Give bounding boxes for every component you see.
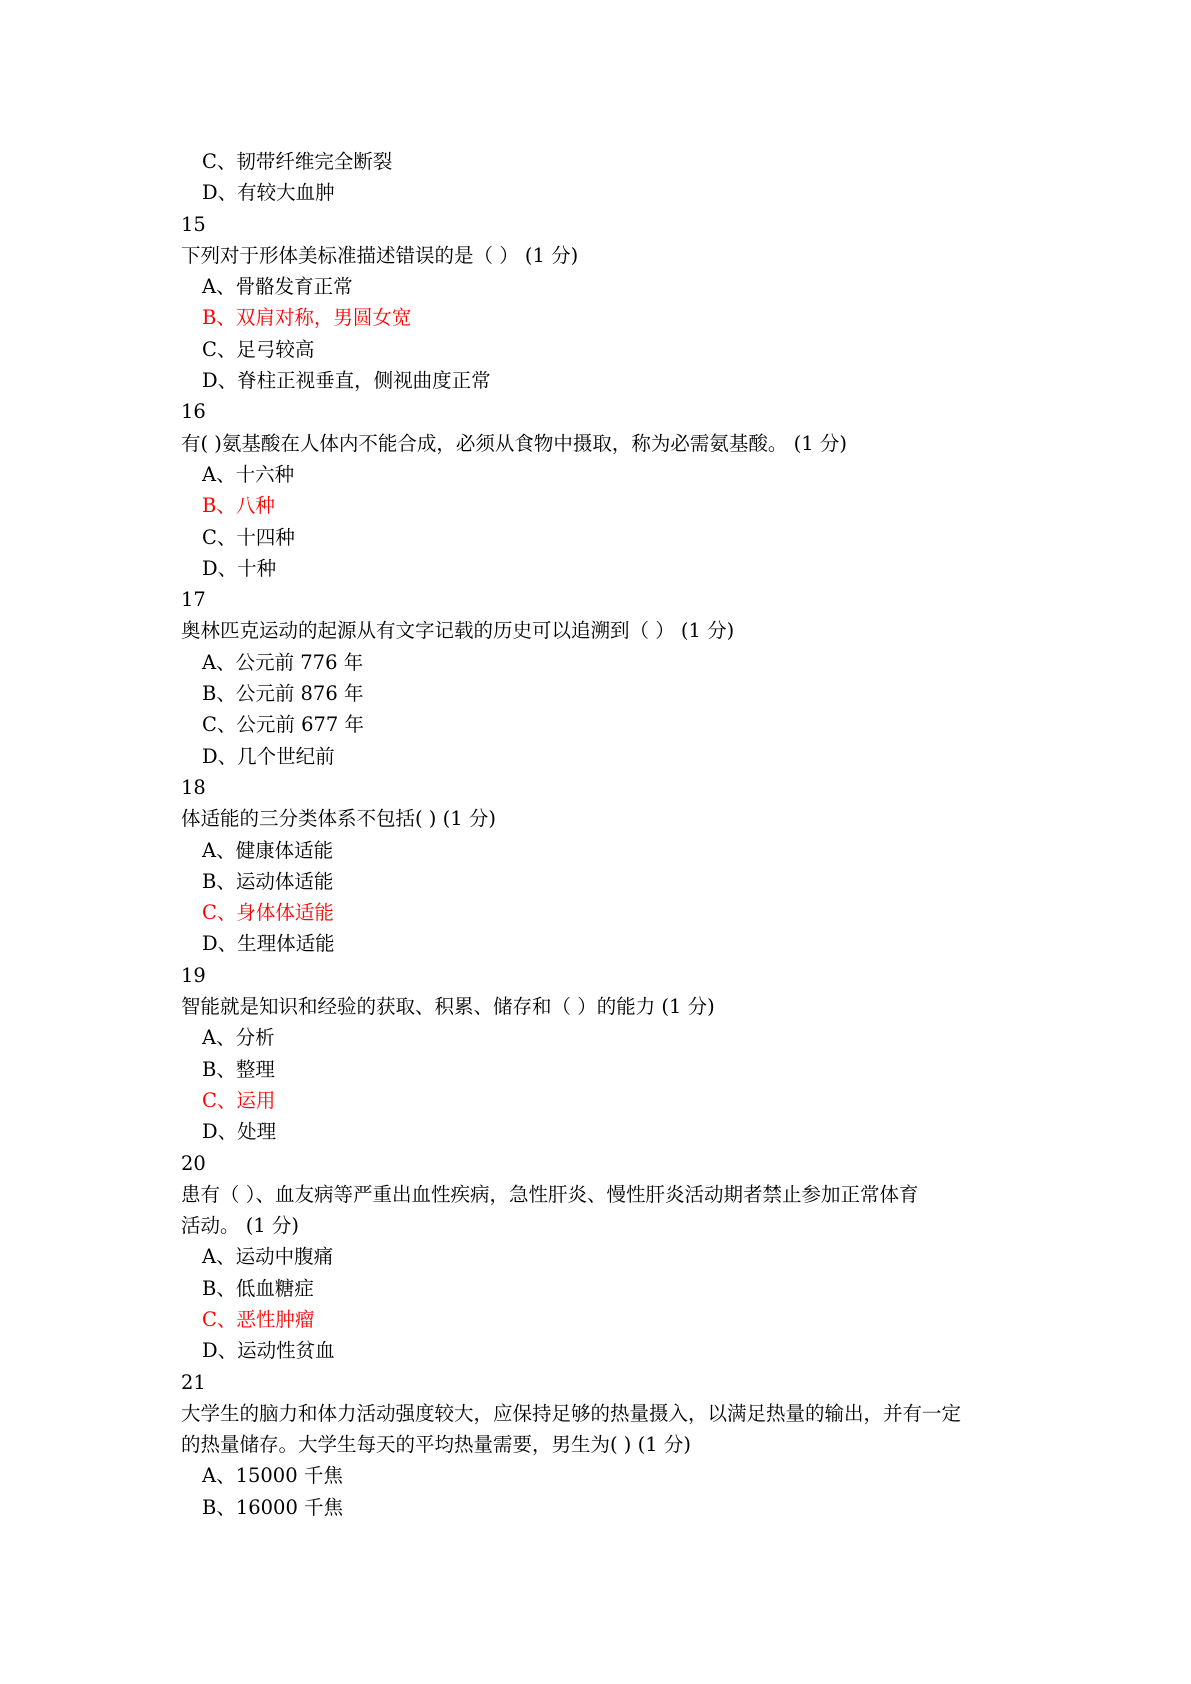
question-stem-line: 活动。 (1 分) xyxy=(181,1214,300,1238)
option-item: A、公元前 776 年 xyxy=(202,650,364,674)
option-item: C、足弓较高 xyxy=(202,337,315,361)
option-item-correct: B、双肩对称，男圆女宽 xyxy=(202,306,412,330)
option-item: D、几个世纪前 xyxy=(202,744,335,768)
question-stem: 奥林匹克运动的起源从有文字记载的历史可以追溯到（ ） (1 分) xyxy=(181,619,735,643)
option-item: D、处理 xyxy=(202,1120,277,1144)
question-stem-line: 大学生的脑力和体力活动强度较大，应保持足够的热量摄入，以满足热量的输出，并有一定 xyxy=(181,1401,962,1425)
option-item: B、公元前 876 年 xyxy=(202,682,364,706)
option-item: A、分析 xyxy=(202,1026,275,1050)
option-item: B、整理 xyxy=(202,1057,275,1081)
question-stem-line: 的热量储存。大学生每天的平均热量需要，男生为( ) (1 分) xyxy=(181,1433,691,1457)
question-number: 18 xyxy=(181,775,206,799)
option-item: D、生理体适能 xyxy=(202,932,335,956)
question-stem: 体适能的三分类体系不包括( ) (1 分) xyxy=(181,807,496,831)
option-item: D、有较大血肿 xyxy=(202,181,335,205)
option-item: A、健康体适能 xyxy=(202,838,334,862)
option-item-correct: C、身体体适能 xyxy=(202,901,334,925)
option-item: A、十六种 xyxy=(202,462,295,486)
question-stem-line: 患有（ ）、血友病等严重出血性疾病，急性肝炎、慢性肝炎活动期者禁止参加正常体育 xyxy=(181,1182,919,1206)
option-item: B、运动体适能 xyxy=(202,869,334,893)
option-item-correct: C、运用 xyxy=(202,1088,276,1112)
option-item: D、脊柱正视垂直，侧视曲度正常 xyxy=(202,369,491,393)
option-item-correct: C、恶性肿瘤 xyxy=(202,1307,315,1331)
option-item: A、运动中腹痛 xyxy=(202,1245,334,1269)
option-item: D、十种 xyxy=(202,556,277,580)
option-item: A、15000 千焦 xyxy=(202,1464,343,1488)
option-item: B、低血糖症 xyxy=(202,1276,314,1300)
question-number: 15 xyxy=(181,212,206,236)
option-item: C、十四种 xyxy=(202,525,295,549)
option-item-correct: B、八种 xyxy=(202,494,275,518)
option-item: A、骨骼发育正常 xyxy=(202,275,353,299)
question-list xyxy=(181,146,1041,1523)
question-number: 17 xyxy=(181,588,206,612)
question-number: 21 xyxy=(181,1370,206,1394)
option-item: C、公元前 677 年 xyxy=(202,713,365,737)
question-stem: 下列对于形体美标准描述错误的是（ ） (1 分) xyxy=(181,243,579,267)
question-number: 19 xyxy=(181,963,206,987)
option-item: D、运动性贫血 xyxy=(202,1339,335,1363)
question-number: 16 xyxy=(181,400,206,424)
option-item: B、16000 千焦 xyxy=(202,1495,344,1519)
option-item: C、韧带纤维完全断裂 xyxy=(202,150,393,173)
question-number: 20 xyxy=(181,1151,206,1175)
question-stem: 智能就是知识和经验的获取、积累、储存和（ ）的能力 (1 分) xyxy=(181,995,715,1019)
question-stem: 有( )氨基酸在人体内不能合成，必须从食物中摄取，称为必需氨基酸。 (1 分) xyxy=(181,431,847,455)
